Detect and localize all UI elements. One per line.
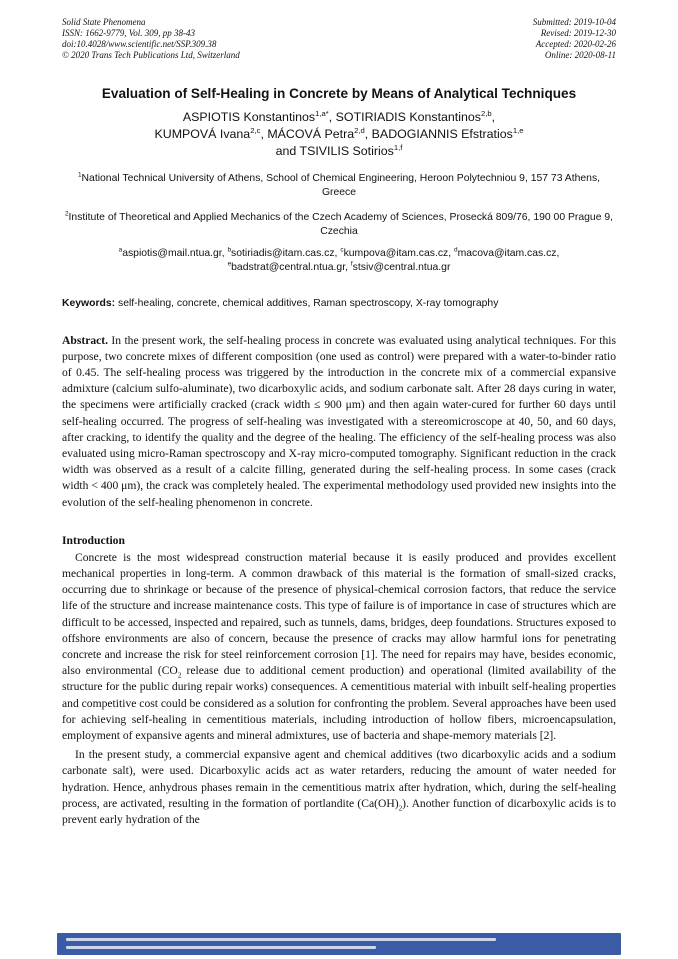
journal-header-right (533, 17, 616, 61)
doi-line: doi:10.4028/www.scientific.net/SSP.309.38 (62, 39, 217, 49)
authors-line-3: and TSIVILIS Sotirios$^{1,f}$ (275, 142, 403, 158)
authors-line-2: KUMPOVÁ Ivana$^{2,c}$, MÁCOVÁ Petra$^{2,d}$, BADOGIANNIS Efstratios$^{1,e}$ (154, 125, 524, 141)
introduction-paragraph-1: Concrete is the most widespread construction material because it is easily produced and provides excellent mechanical properties in long-term. A common drawback of this material is the formation of small-sized cracks, occurring due to shrinkage or because of the presence of physical-chemical corrosion factors, that reduce the service life of the structure and increase maintenance costs. This type of failure is of importance in case of structures which are difficult to be accessed, inspected and repaired, such as tunnels, dams, bridges, deep foundations. Structures exposed to offshore environments are also of concern, because the presence of cracks may allow harmful ions for penetrating concrete and increase the risk for steel reinforcement corrosion [1]. The need for repairs may have, besides economic, also environmental ($CO_2$ release due to additional cement production) and operational (limited availability of the structure for the public during repair works) consequences. A cementitious material with inbuilt self-healing properties and competitive cost could be considered as a solution for confronting the problem. Several approaches have been used for achieving self-healing in cementitious materials, including introduction of hollow fibers, microencapsulation, employment of expansive agents and mineral admixtures, use of bacteria and shape-memory materials [2]. (62, 550, 617, 742)
journal-header-left (62, 17, 240, 61)
footer-text-line-1 (66, 938, 496, 941)
accepted-date: Accepted: 2020-02-26 (535, 39, 616, 49)
journal-header (62, 17, 616, 61)
issn-volume-line: ISSN: 1662-9779, Vol. 309, pp 38-43 (62, 28, 195, 38)
affiliation-2: $^2$Institute of Theoretical and Applied Mechanics of the Czech Academy of Sciences, Prosecká 809/76, 190 00 Prague 9, Czechia (64, 210, 614, 237)
copyright-line: © 2020 Trans Tech Publications Ltd, Switzerland (62, 50, 240, 60)
submitted-date: Submitted: 2019-10-04 (532, 17, 616, 27)
footer-text-line-2 (66, 946, 376, 949)
abstract-paragraph: Abstract. In the present work, the self-healing process in concrete was evaluated using analytical techniques. For this purpose, two concrete mixes of different composition (one used as control) were prepared with a water-to-binder ratio of 0.45. The self-healing process was triggered by the introduction in the concrete mix of a commercial expansive admixture (calcium sulfo-aluminate), two dicarboxylic acids, and sodium carbonate salt. After 28 days curing in water, the specimens were artificially cracked (crack width ≤ 900 μm) and then again water-cured for further 60 days until self-healing occurred. The progress of self-healing was investigated with a stereomicroscope at 40, 50, and 60 days, after cracking, to identify the quality and the degree of the healing. The efficiency of the self-healing process was also evaluated using micro-Raman spectroscopy and X-ray micro-computed tomography. Significant reduction in the crack width was observed as a result of a calcite filling, generated during the self-healing process. In some cases (crack width < 400 μm), the crack was completely healed. The experimental methodology used provided new insights into the evolution of the self-healing phenomenon in concrete. (62, 333, 616, 509)
affiliation-1: $^1$National Technical University of Athens, School of Chemical Engineering, Heroon Polytechniou 9, 157 73 Athens, Greece (77, 171, 601, 198)
online-date: Online: 2020-08-11 (544, 50, 616, 60)
publisher-footer-bar (57, 933, 621, 955)
revised-date: Revised: 2019-12-30 (540, 28, 616, 38)
authors-line-1: ASPIOTIS Konstantinos$^{1,a*}$, SOTIRIADIS Konstantinos$^{2,b}$, (182, 108, 496, 124)
journal-name: Solid State Phenomena (62, 17, 146, 27)
keywords-line: Keywords: self-healing, concrete, chemical additives, Raman spectroscopy, X-ray tomography (62, 298, 499, 309)
authors-block (62, 109, 616, 160)
section-heading-introduction: Introduction (62, 533, 125, 547)
introduction-paragraph-2: In the present study, a commercial expansive agent and chemical additives (two dicarboxylic acids and a sodium carbonate salt), were used. Dicarboxylic acids act as water retarders, reducing the amount of water needed for hydration. Hence, anhydrous phases remain in the cementitious matrix after hydration, which, during the self-healing process, are activated, resulting in the formation of portlandite $(Ca(OH)_2)$. Another function of dicarboxylic acids is to prevent early hydration of the (62, 748, 616, 826)
author-emails: $^a$aspiotis@mail.ntua.gr, $^b$sotiriadis@itam.cas.cz, $^c$kumpova@itam.cas.cz, $^d$macova@itam.cas.cz, $^e$badstrat@central.ntua.gr, $^f$stsiv@central.ntua.gr (118, 246, 560, 273)
paper-title: Evaluation of Self-Healing in Concrete by Means of Analytical Techniques (101, 86, 577, 101)
